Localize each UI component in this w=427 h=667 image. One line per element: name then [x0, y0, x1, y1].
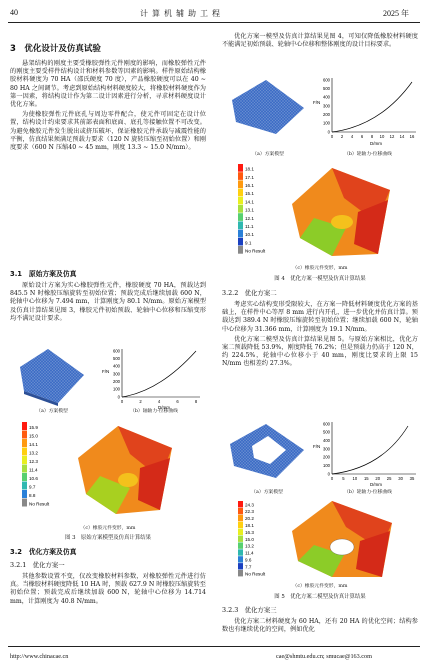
fig4-legend-swatch — [238, 213, 243, 221]
fig3-x-tick: 8 — [194, 399, 198, 404]
fig3-legend-label: 8.8 — [29, 492, 36, 498]
right-text-block-3 — [222, 618, 418, 636]
fig4-a-caption: （a）方案模型 — [252, 152, 284, 157]
fig5-x-tick: 30 — [398, 476, 403, 481]
fig3-legend-swatch — [22, 490, 27, 498]
fig5-legend-swatch — [238, 515, 243, 521]
fig5-legend-swatch — [238, 542, 243, 548]
fig5-y-tick: 200 — [323, 454, 330, 460]
fig4-x-tick: 14 — [399, 134, 405, 139]
fig5-y-tick: 100 — [323, 463, 330, 469]
right-text-block-1 — [222, 33, 418, 51]
fig5-c-caption: （c）橡胶元件变形，mm — [292, 584, 348, 589]
fig4-legend-swatch — [238, 189, 243, 197]
fig5-caption: 图 5 优化方案二模型及仿真计算结果 — [274, 594, 366, 600]
fig3-legend-swatch — [22, 422, 27, 430]
fig5-legend-swatch — [238, 549, 243, 555]
fig4-legend-label: No Result — [245, 248, 266, 254]
fig4-legend-label: 17.1 — [245, 174, 254, 180]
fig5-legend-swatch — [238, 522, 243, 528]
fig5-legend-label: 20.2 — [245, 516, 254, 522]
fig4-x-tick: 12 — [389, 134, 395, 139]
header-rule — [8, 22, 420, 23]
fig4-legend-label: 11.1 — [245, 224, 254, 229]
fig4-legend-swatch — [238, 205, 243, 213]
fig5-x-tick: 0 — [330, 476, 334, 481]
fig4-legend-label: 18.1 — [245, 166, 254, 172]
fig5-x-unit: D/mm — [370, 482, 382, 487]
fig3-legend-swatch — [22, 499, 27, 507]
fig3-legend-swatch — [22, 465, 27, 473]
paragraph: 为使橡胶弹性元件底孔与周边零件配合，使元件可固定在设计位置，结构设计约束要求其前部表面和底面、底孔等接触位置不可改变。为避免橡胶元件发生脱出或挤压破坏，保证橡胶元件承载与减震性能的平衡，仿真结果须满足预载力要求（120 N 旋转压缩至初始位置）和刚度要求（600 N 压缩40 ~ 45 mm，刚度 13.3 ~ 15.0 N/mm）。 — [10, 111, 206, 152]
fig5-legend-label: 18.1 — [245, 523, 254, 528]
fig5-legend-swatch — [238, 508, 243, 514]
subsection-heading: 3.2 优化方案及仿真 — [10, 548, 77, 556]
left-text-block-2 — [10, 282, 206, 325]
fig5-x-tick: 35 — [409, 476, 415, 481]
fig3-legend-swatch — [22, 482, 27, 490]
fig3-legend-label: 13.2 — [29, 450, 38, 456]
fig4-x-tick: 2 — [340, 134, 344, 139]
fig4-legend-label: 9.1 — [245, 240, 252, 246]
fig4-legend-swatch — [238, 230, 243, 238]
fig4-y-tick: 300 — [323, 103, 330, 109]
subsubsection-heading: 3.2.1 优化方案一 — [10, 561, 65, 569]
fig4-b-caption: （b）轮轴力-位移曲线 — [344, 152, 392, 157]
fig3-x-tick: 2 — [139, 399, 142, 404]
fig4-y-unit: F/N — [313, 100, 321, 105]
fig3-legend-swatch — [22, 448, 27, 456]
fig4-x-tick: 8 — [370, 134, 374, 139]
fig4-x-tick: 6 — [360, 134, 364, 139]
fig4-x-tick: 16 — [409, 134, 415, 139]
fig5-legend-label: 7.7 — [245, 564, 252, 570]
fig5-legend-swatch — [238, 556, 243, 562]
fig4-legend-label: 12.1 — [245, 215, 254, 221]
fig5-legend-label: 16.3 — [245, 529, 254, 535]
fig3-y-tick: 100 — [113, 386, 120, 392]
fig5-x-tick: 25 — [386, 476, 392, 481]
fig5-legend-label: 11.4 — [245, 550, 254, 556]
fig5-b-caption: （b）轮轴力-位移曲线 — [344, 490, 392, 495]
fig4-x-tick: 4 — [350, 134, 354, 139]
fig3-deformation-image — [20, 418, 190, 522]
fig4-legend-swatch — [238, 172, 243, 180]
fig5-curve — [332, 426, 408, 474]
section-heading: 3 优化设计及仿真试验 — [10, 44, 101, 54]
fig3-legend-label: 9.7 — [29, 484, 36, 490]
fig5-y-tick: 500 — [323, 429, 330, 435]
fig5-legend-label: 13.2 — [245, 543, 254, 549]
fig3-legend-label: 10.6 — [29, 475, 38, 481]
fig3-legend-label: 14.1 — [29, 441, 38, 447]
fig4-caption: 图 4 优化方案一模型及仿真计算结果 — [274, 276, 366, 282]
fig5-y-tick: 600 — [323, 421, 330, 427]
fig3-b-caption: （b）轴轴力-位移曲线 — [130, 409, 178, 414]
fig3-legend-swatch — [22, 431, 27, 439]
fig5-legend-label: 24.3 — [245, 502, 254, 508]
fig5-x-tick: 20 — [375, 476, 381, 481]
fig4-x-tick: 0 — [330, 134, 334, 139]
fig4-y-tick: 0 — [327, 129, 330, 135]
fig5-x-tick: 5 — [342, 476, 345, 481]
journal-title: 计 算 机 辅 助 工 程 — [140, 9, 221, 18]
fig3-x-tick: 0 — [120, 399, 124, 404]
fig4-deformation-image — [236, 160, 406, 264]
subsubsection-heading: 3.2.3 优化方案三 — [222, 606, 277, 614]
fig3-y-tick: 600 — [113, 348, 120, 354]
fig5-legend-label: 15.0 — [245, 536, 254, 542]
fig5-deformation-image — [236, 497, 406, 581]
fig4-legend-label: 10.1 — [245, 232, 254, 238]
fig5-legend-swatch — [238, 501, 243, 507]
page-number: 40 — [10, 8, 18, 17]
paragraph: 其他参数设置不变，仅改变橡胶材料参数，对橡胶弹性元件进行仿真。当橡胶材料硬度降低 10 HA 时，预载 627.9 N 时橡胶压缩旋转至初始位置；预载完成后继续加载 600 N，轮轴中心位移为 14.714 mm，计算刚度为 40.8 N/mm。 — [10, 573, 206, 605]
left-text-block-3 — [10, 573, 206, 608]
fig4-y-tick: 600 — [323, 77, 330, 83]
fig4-y-tick: 200 — [323, 112, 330, 118]
fig5-legend-swatch — [238, 536, 243, 542]
fig4-legend-swatch — [238, 197, 243, 205]
fig4-model-image — [226, 74, 310, 138]
fig3-legend-swatch — [22, 456, 27, 464]
fig5-legend-label: 22.3 — [245, 509, 254, 515]
fig5-y-tick: 300 — [323, 446, 330, 452]
fig4-legend-swatch — [238, 238, 243, 246]
fig5-y-unit: F/N — [313, 444, 321, 449]
fig3-x-tick: 4 — [157, 399, 161, 404]
fig3-legend-label: 11.4 — [29, 467, 38, 473]
fig4-legend-label: 16.1 — [245, 183, 254, 188]
fig3-caption: 图 3 原始方案模型及仿真计算结果 — [64, 535, 151, 541]
fig4-force-displacement-chart — [312, 74, 420, 148]
fig4-legend-label: 13.1 — [245, 207, 254, 213]
fig5-model-image — [224, 418, 310, 482]
fig5-x-tick: 15 — [363, 476, 369, 481]
fig4-y-tick: 500 — [323, 86, 330, 92]
fig5-y-tick: 0 — [327, 471, 330, 477]
fig4-x-tick: 10 — [379, 134, 385, 139]
fig5-force-displacement-chart — [312, 418, 420, 488]
left-text-block-1 — [10, 60, 206, 154]
footer-email: cae@shmtu.edu.cn; smucae@163.com — [276, 653, 372, 660]
paragraph: 原始设计方案为实心橡胶弹性元件，橡胶硬度 70 HA，预载达到845.5 N 时橡胶压缩旋转至初始位置；预载完成后继续加载 600 N，轮轴中心位移为 7.494 mm，计算刚度为 80.1 N/mm。原始方案模型及仿真计算结果见图 3，橡胶元件初始预载、轮轴中心位移和压缩变形均不满足设计要求。 — [10, 282, 206, 322]
fig3-y-tick: 400 — [113, 363, 120, 369]
fig4-y-tick: 400 — [323, 94, 330, 100]
fig3-legend-label: 15.0 — [29, 433, 38, 439]
paragraph: 悬架结构的刚度主要受橡胶弹性元件刚度的影响，而橡胶弹性元件的刚度主要受样件结构设计和材料参数等因素的影响。样件原始结构橡胶材料硬度为 70 HA（邵氏硬度 70 度），产品橡胶硬度可以在 40 ~ 80 HA 之间调节。考虑到原始结构材料硬度较大，将橡胶材料硬度作为第一因素，将结构设计作为第二设计因素进行分析，寻求材料硬度设计优化方案。 — [10, 60, 206, 109]
fig3-model-image — [12, 345, 92, 407]
fig3-legend-swatch — [22, 473, 27, 481]
fig3-y-tick: 300 — [113, 371, 120, 377]
subsection-heading: 3.1 原始方案及仿真 — [10, 270, 77, 278]
fig3-c-caption: （c）橡胶元件变形，mm — [80, 526, 136, 531]
fig5-a-caption: （a）方案模型 — [251, 490, 283, 495]
year: 2025 年 — [383, 9, 409, 18]
fig5-legend-label: 9.6 — [245, 557, 252, 563]
fig4-legend-swatch — [238, 246, 243, 254]
fig5-y-tick: 400 — [323, 438, 330, 444]
fig4-y-tick: 100 — [323, 120, 330, 126]
fig3-legend-label: 15.9 — [29, 424, 38, 430]
paragraph: 优化方案二材料硬度为 60 HA，还有 20 HA 的优化空间；结构参数也有继续优化的空间，例如优化 — [222, 618, 418, 634]
fig5-legend-swatch — [238, 570, 243, 576]
footer-rule — [8, 646, 420, 647]
fig3-force-displacement-chart — [100, 345, 205, 411]
fig3-x-unit: D/mm — [158, 405, 170, 410]
fig5-legend-swatch — [238, 529, 243, 535]
fig3-y-unit: F/N — [102, 369, 110, 374]
fig3-legend-label: 12.3 — [29, 458, 38, 464]
subsubsection-heading: 3.2.2 优化方案二 — [222, 289, 277, 297]
fig4-legend-label: 14.1 — [245, 199, 254, 205]
fig5-legend-swatch — [238, 563, 243, 569]
fig4-legend-swatch — [238, 221, 243, 229]
paragraph: 优化方案一模型及仿真计算结果见图 4，可知仅降低橡胶材料硬度不能满足初始预载、轮轴中心位移和整体刚度的设计目标要求。 — [222, 33, 418, 49]
fig3-y-tick: 500 — [113, 356, 120, 362]
fig3-curve — [122, 351, 196, 397]
fig3-a-caption: （a）方案模型 — [36, 409, 68, 414]
paragraph: 优化方案二模型及仿真计算结果见图 5。与原始方案相比，优化方案二预载降低 53.9%，刚度降低 76.2%；但是预载力仍高于 120 N，约 224.5%，轮轴中心位移小于 40 mm，刚度比要求的上限 15 N/mm 也相差约 27.3%。 — [222, 335, 418, 368]
fig4-x-unit: D/mm — [370, 141, 382, 146]
fig4-legend-label: 15.1 — [245, 191, 254, 197]
fig5-legend-label: No Result — [245, 571, 266, 577]
paragraph: 考虑实心结构变形受限较大，在方案一降低材料硬度优化方案的基础上，在样件中心等厚 8 mm 进行内开孔，进一步优化并仿真计算。预载达到 389.4 N 时橡胶压缩旋转至初始位置；继续加载 600 N，轮轴中心位移为 31.366 mm，计算刚度为 19.1 N/mm。 — [222, 301, 418, 333]
fig3-legend-swatch — [22, 439, 27, 447]
fig4-legend-swatch — [238, 164, 243, 172]
fig5-x-tick: 10 — [352, 476, 358, 481]
fig3-y-tick: 0 — [117, 394, 120, 400]
fig3-legend-label: No Result — [29, 501, 50, 507]
fig3-x-tick: 6 — [176, 399, 179, 404]
fig3-y-tick: 200 — [113, 379, 120, 385]
right-text-block-2 — [222, 301, 418, 371]
footer-url: http://www.chinacae.cn — [10, 653, 69, 660]
fig4-curve — [332, 82, 412, 132]
fig4-c-caption: （c）橡胶元件变形，mm — [292, 266, 348, 271]
fig4-legend-swatch — [238, 180, 243, 188]
